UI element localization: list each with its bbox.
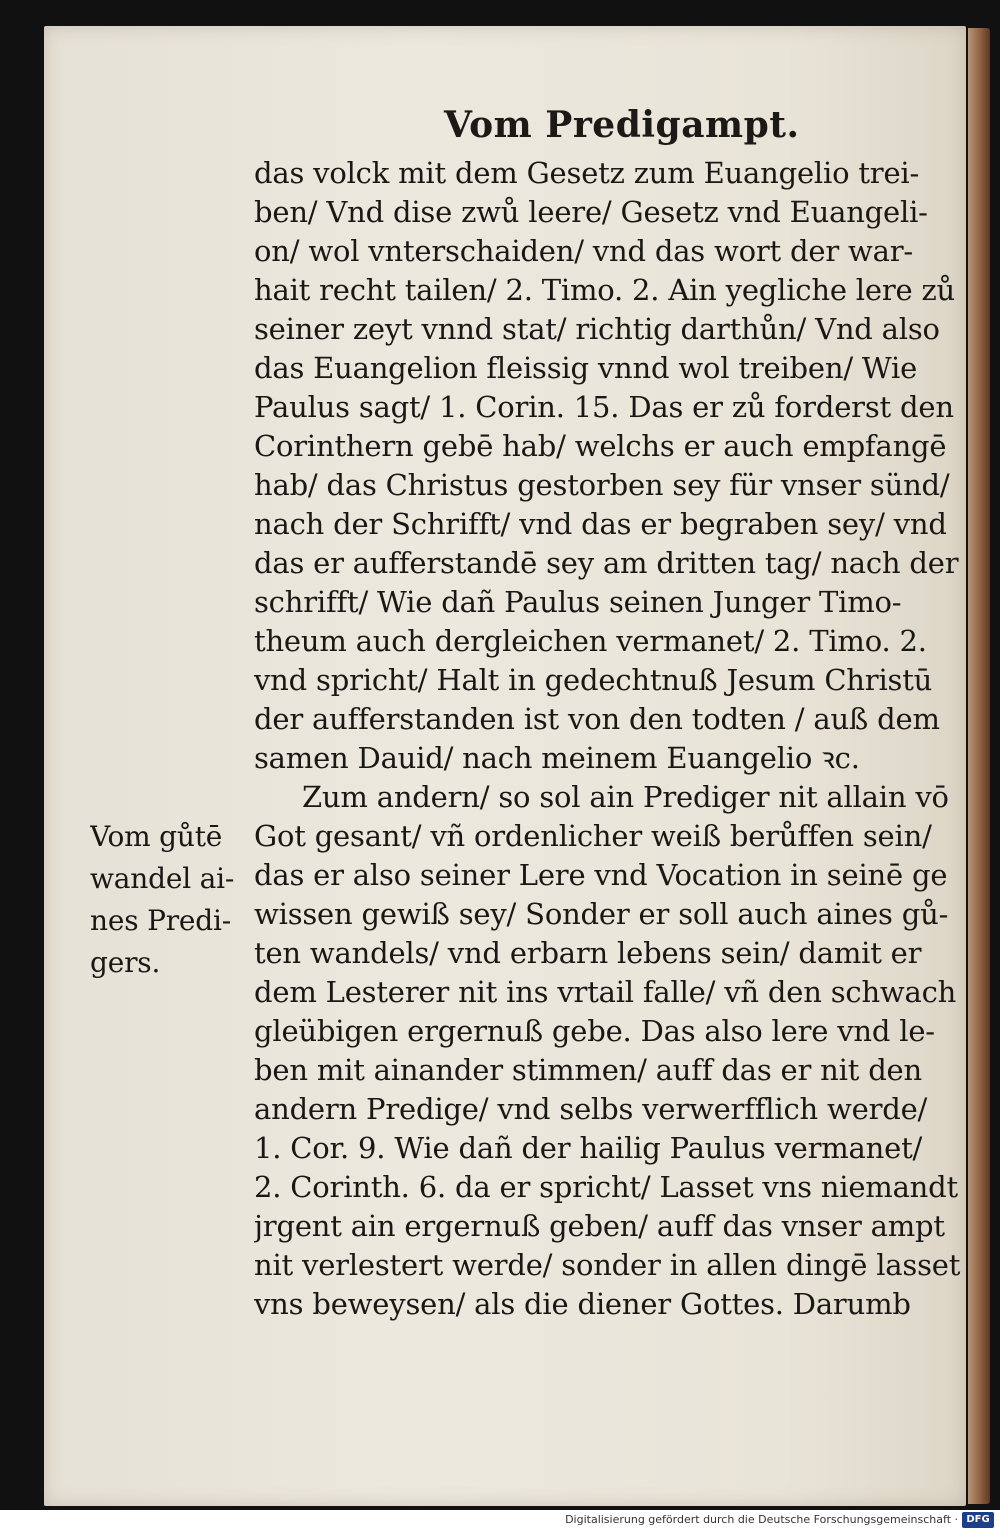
text-line: vnd spricht/ Halt in gedechtnuß Jesum Christū xyxy=(254,663,933,697)
marginal-note-line: Vom gůtē xyxy=(90,820,223,853)
text-line: andern Predige/ vnd selbs verwerfflich werde/ xyxy=(254,1092,928,1126)
text-line: 1. Cor. 9. Wie dañ der hailig Paulus vermanet/ xyxy=(254,1131,923,1165)
text-line: nit verlestert werde/ sonder in allen dingē lasset xyxy=(254,1248,961,1282)
text-line: Paulus sagt/ 1. Corin. 15. Das er zů forderst den xyxy=(254,390,954,424)
dfg-logo: DFG xyxy=(962,1512,994,1528)
text-line: theum auch dergleichen vermanet/ 2. Timo. 2. xyxy=(254,624,927,658)
text-line: wissen gewiß sey/ Sonder er soll auch aines gů- xyxy=(254,897,949,931)
text-line: der aufferstanden ist von den todten / auß dem xyxy=(254,702,940,736)
book-page xyxy=(44,26,966,1506)
text-line: on/ wol vnterschaiden/ vnd das wort der war- xyxy=(254,234,913,268)
text-line: hait recht tailen/ 2. Timo. 2. Ain yegliche lere zů xyxy=(254,273,956,307)
text-line: Zum andern/ so sol ain Prediger nit allain vō xyxy=(302,780,949,814)
text-line: schrifft/ Wie dañ Paulus seinen Junger Timo- xyxy=(254,585,902,619)
text-line: ten wandels/ vnd erbarn lebens sein/ damit er xyxy=(254,936,922,970)
text-line: hab/ das Christus gestorben sey für vnser sünd/ xyxy=(254,468,950,502)
text-line: das Euangelion fleissig vnnd wol treiben/ Wie xyxy=(254,351,918,385)
text-line: nach der Schrifft/ vnd das er begraben sey/ vnd xyxy=(254,507,947,541)
text-line: samen Dauid/ nach meinem Euangelio ꝛc. xyxy=(254,741,860,775)
text-line: vns beweysen/ als die diener Gottes. Darumb xyxy=(254,1287,911,1321)
text-line: Corinthern gebē hab/ welchs er auch empfangē xyxy=(254,429,947,463)
text-line: ben mit ainander stimmen/ auff das er nit den xyxy=(254,1053,922,1087)
footer-bar xyxy=(0,1510,1000,1531)
text-line: jrgent ain ergernuß geben/ auff das vnser ampt xyxy=(254,1209,945,1243)
marginal-note-line: nes Predi- xyxy=(90,904,232,937)
text-line: dem Lesterer nit ins vrtail falle/ vñ den schwach xyxy=(254,975,957,1009)
marginal-note xyxy=(90,816,250,984)
text-line: das volck mit dem Gesetz zum Euangelio trei- xyxy=(254,156,920,190)
text-line: 2. Corinth. 6. da er spricht/ Lasset vns niemandt xyxy=(254,1170,958,1204)
text-line: gleübigen ergernuß gebe. Das also lere vnd le- xyxy=(254,1014,935,1048)
text-line: seiner zeyt vnnd stat/ richtig darthůn/ Vnd also xyxy=(254,312,940,346)
book-edge xyxy=(968,28,990,1504)
text-line: Got gesant/ vñ ordenlicher weiß berůffen sein/ xyxy=(254,819,932,853)
text-line: das er also seiner Lere vnd Vocation in seinē ge xyxy=(254,858,948,892)
text-line: das er aufferstandē sey am dritten tag/ nach der xyxy=(254,546,959,580)
running-header: Vom Predigampt. xyxy=(444,104,800,146)
body-text xyxy=(254,154,964,1324)
footer-credit: Digitalisierung gefördert durch die Deutsche Forschungsgemeinschaft · xyxy=(565,1513,958,1526)
marginal-note-line: gers. xyxy=(90,946,161,979)
marginal-note-line: wandel ai- xyxy=(90,862,235,895)
text-line: ben/ Vnd dise zwů leere/ Gesetz vnd Euangeli- xyxy=(254,195,928,229)
